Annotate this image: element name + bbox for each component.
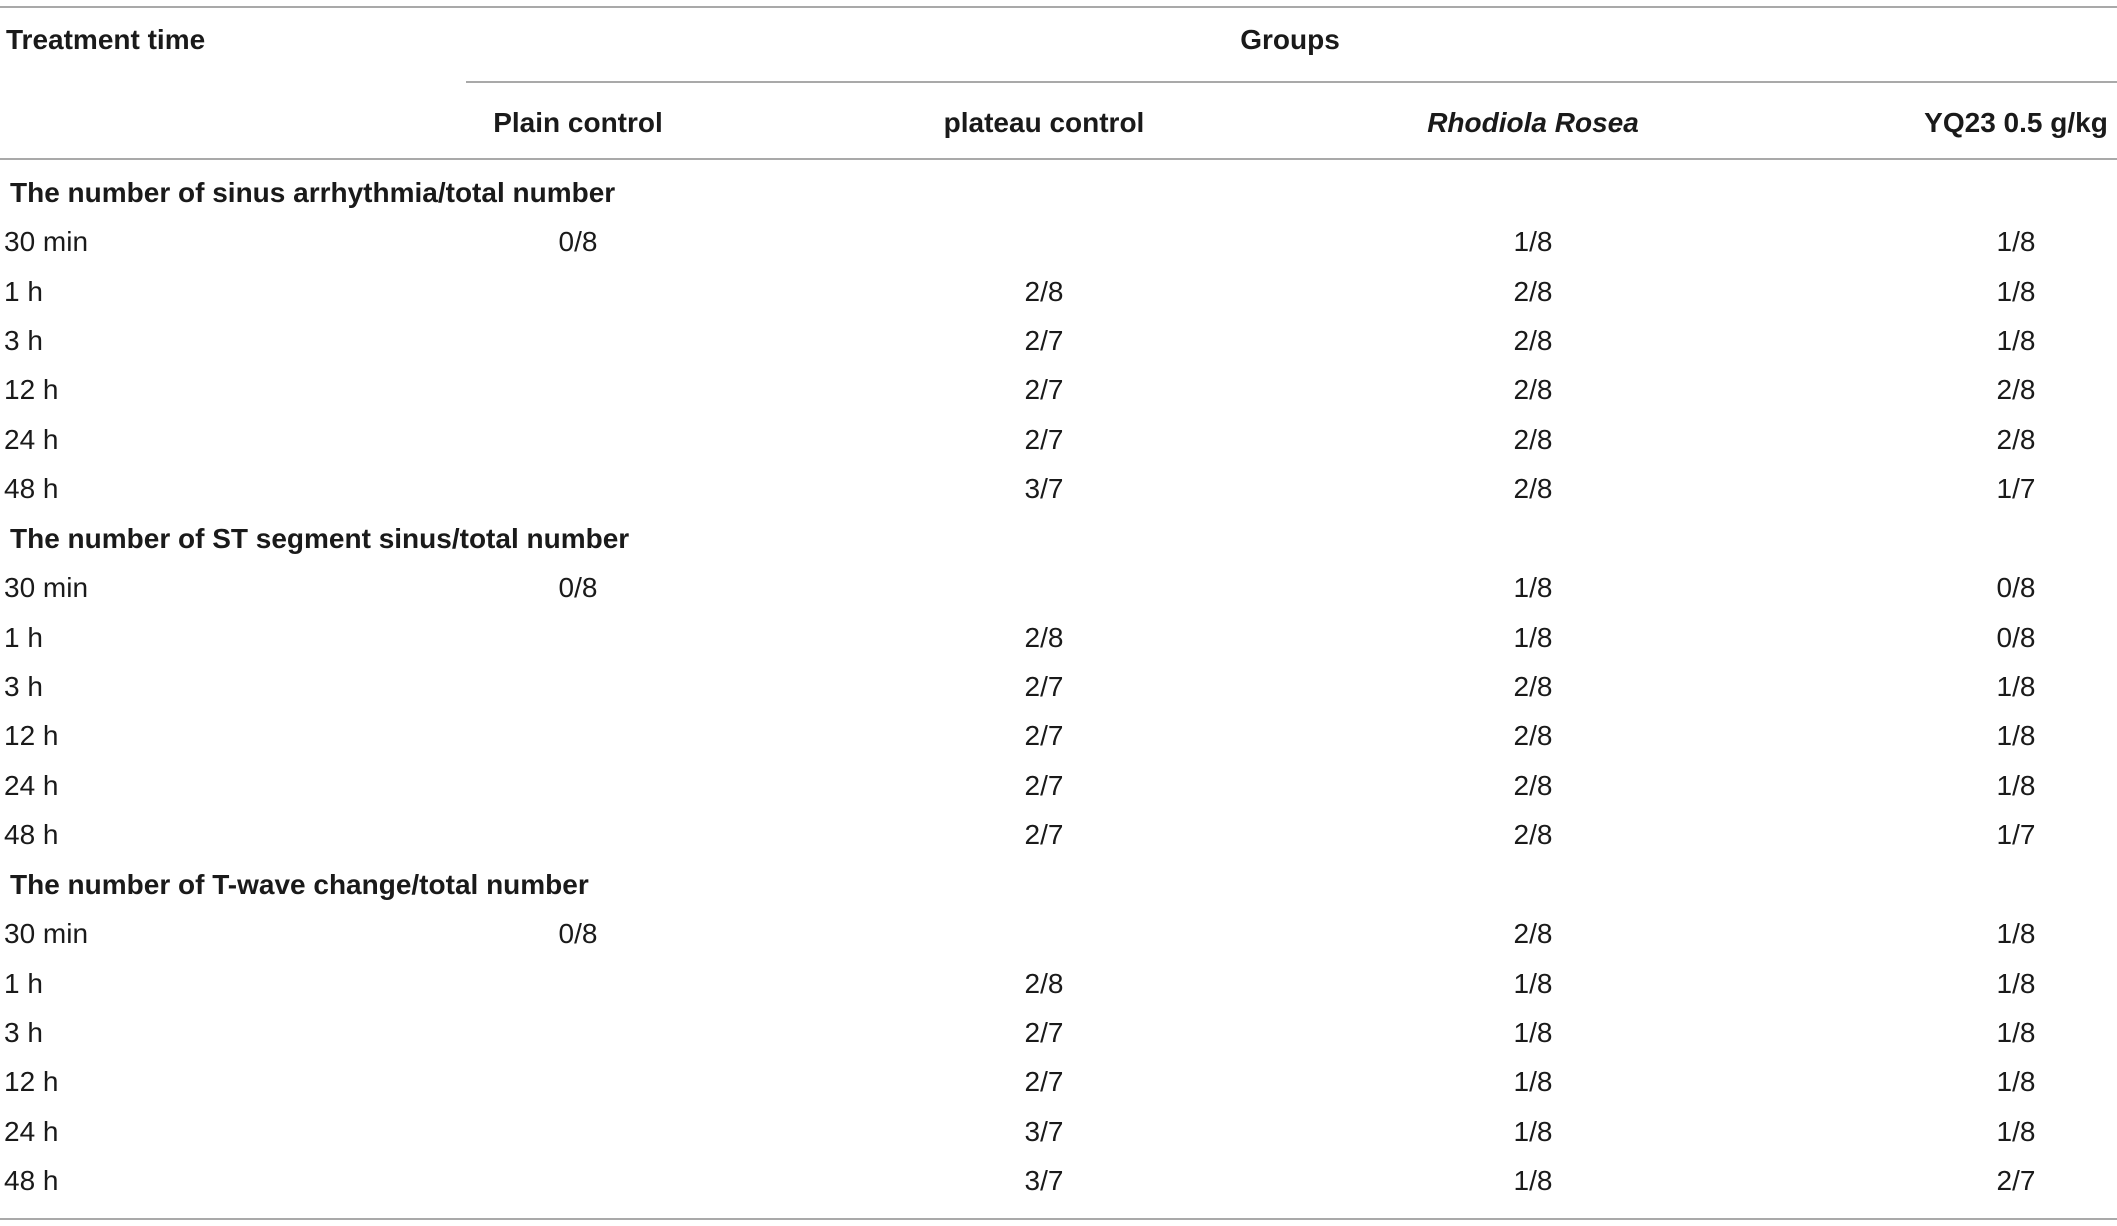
row-time-label: 1 h	[4, 621, 43, 653]
table-row	[0, 819, 2117, 859]
table-row	[0, 424, 2117, 464]
row-time-label: 12 h	[4, 720, 59, 752]
cell-yq23: 1/8	[1996, 1066, 2036, 1098]
cell-yq23: 1/8	[1996, 275, 2036, 307]
row-time-label: 3 h	[4, 1016, 43, 1048]
cell-yq23: 1/8	[1996, 670, 2036, 702]
cell-rhodiola: 1/8	[1513, 967, 1553, 999]
cell-rhodiola: 2/8	[1513, 374, 1553, 406]
header-groups: Groups	[1240, 24, 1340, 55]
groups-rule	[466, 81, 2117, 83]
cell-rhodiola: 1/8	[1513, 621, 1553, 653]
cell-yq23: 1/8	[1996, 720, 2036, 752]
cell-yq23: 1/8	[1996, 918, 2036, 950]
cell-yq23: 2/8	[1996, 374, 2036, 406]
cell-yq23: 1/8	[1996, 1016, 2036, 1048]
table-row	[0, 226, 2117, 266]
row-time-label: 3 h	[4, 324, 43, 356]
cell-yq23: 1/8	[1996, 967, 2036, 999]
table-row	[0, 918, 2117, 958]
cell-plateau: 2/7	[1024, 670, 1064, 702]
section-title: The number of ST segment sinus/total number	[10, 523, 630, 554]
cell-plain: 0/8	[558, 572, 598, 604]
cell-rhodiola: 1/8	[1513, 1016, 1553, 1048]
table-row	[0, 1066, 2117, 1106]
row-time-label: 12 h	[4, 374, 59, 406]
cell-rhodiola: 1/8	[1513, 1066, 1553, 1098]
table-row	[0, 374, 2117, 414]
table-row	[0, 671, 2117, 711]
cell-yq23: 2/7	[1996, 1164, 2036, 1196]
cell-rhodiola: 2/8	[1513, 423, 1553, 455]
cell-plateau: 2/7	[1024, 423, 1064, 455]
table-row	[0, 325, 2117, 365]
table-row	[0, 720, 2117, 760]
cell-rhodiola: 2/8	[1513, 720, 1553, 752]
row-time-label: 12 h	[4, 1066, 59, 1098]
section-title: The number of T-wave change/total number	[10, 869, 589, 900]
table-row	[0, 770, 2117, 810]
row-time-label: 30 min	[4, 572, 89, 604]
row-time-label: 30 min	[4, 226, 89, 258]
cell-yq23: 2/8	[1996, 423, 2036, 455]
row-time-label: 48 h	[4, 472, 59, 504]
cell-plateau: 3/7	[1024, 472, 1064, 504]
table-bottom-rule	[0, 1218, 2117, 1220]
cell-yq23: 1/8	[1996, 769, 2036, 801]
table-row	[0, 572, 2117, 612]
column-header-yq23: YQ23 0.5 g/kg	[1924, 107, 2108, 138]
header-treatment-time: Treatment time	[6, 24, 206, 55]
cell-rhodiola: 2/8	[1513, 275, 1553, 307]
row-time-label: 3 h	[4, 670, 43, 702]
section-title: The number of sinus arrhythmia/total number	[10, 177, 616, 208]
cell-rhodiola: 1/8	[1513, 1115, 1553, 1147]
header-bottom-rule	[0, 158, 2117, 160]
row-time-label: 1 h	[4, 967, 43, 999]
cell-rhodiola: 2/8	[1513, 818, 1553, 850]
table-row	[0, 473, 2117, 513]
cell-plateau: 2/7	[1024, 1066, 1064, 1098]
cell-rhodiola: 2/8	[1513, 472, 1553, 504]
cell-yq23: 1/8	[1996, 324, 2036, 356]
cell-plateau: 2/8	[1024, 621, 1064, 653]
cell-plateau: 2/8	[1024, 967, 1064, 999]
row-time-label: 48 h	[4, 818, 59, 850]
cell-rhodiola: 2/8	[1513, 324, 1553, 356]
row-time-label: 48 h	[4, 1164, 59, 1196]
cell-plateau: 2/7	[1024, 374, 1064, 406]
row-time-label: 24 h	[4, 423, 59, 455]
row-time-label: 24 h	[4, 1115, 59, 1147]
table-row	[0, 622, 2117, 662]
cell-yq23: 1/8	[1996, 1115, 2036, 1147]
table-top-rule	[0, 6, 2117, 8]
table-row	[0, 968, 2117, 1008]
cell-yq23: 1/8	[1996, 226, 2036, 258]
table-row	[0, 1116, 2117, 1156]
cell-plain: 0/8	[558, 918, 598, 950]
cell-plateau: 2/7	[1024, 769, 1064, 801]
cell-plateau: 3/7	[1024, 1115, 1064, 1147]
cell-plateau: 2/7	[1024, 720, 1064, 752]
cell-rhodiola: 1/8	[1513, 226, 1553, 258]
cell-rhodiola: 1/8	[1513, 1164, 1553, 1196]
cell-plain: 0/8	[558, 226, 598, 258]
cell-yq23: 1/7	[1996, 472, 2036, 504]
column-header-rhodiola-rosea: Rhodiola Rosea	[1427, 107, 1639, 138]
table-row	[0, 1017, 2117, 1057]
cell-rhodiola: 1/8	[1513, 572, 1553, 604]
cell-plateau: 2/8	[1024, 275, 1064, 307]
row-time-label: 30 min	[4, 918, 89, 950]
table-row	[0, 276, 2117, 316]
cell-rhodiola: 2/8	[1513, 918, 1553, 950]
cell-rhodiola: 2/8	[1513, 670, 1553, 702]
cell-plateau: 2/7	[1024, 1016, 1064, 1048]
cell-plateau: 2/7	[1024, 324, 1064, 356]
column-header-plain-control: Plain control	[493, 107, 663, 138]
cell-rhodiola: 2/8	[1513, 769, 1553, 801]
cell-plateau: 2/7	[1024, 818, 1064, 850]
cell-yq23: 1/7	[1996, 818, 2036, 850]
cell-yq23: 0/8	[1996, 621, 2036, 653]
cell-yq23: 0/8	[1996, 572, 2036, 604]
row-time-label: 1 h	[4, 275, 43, 307]
column-header-plateau-control: plateau control	[943, 107, 1145, 138]
row-time-label: 24 h	[4, 769, 59, 801]
table-row	[0, 1165, 2117, 1205]
cell-plateau: 3/7	[1024, 1164, 1064, 1196]
